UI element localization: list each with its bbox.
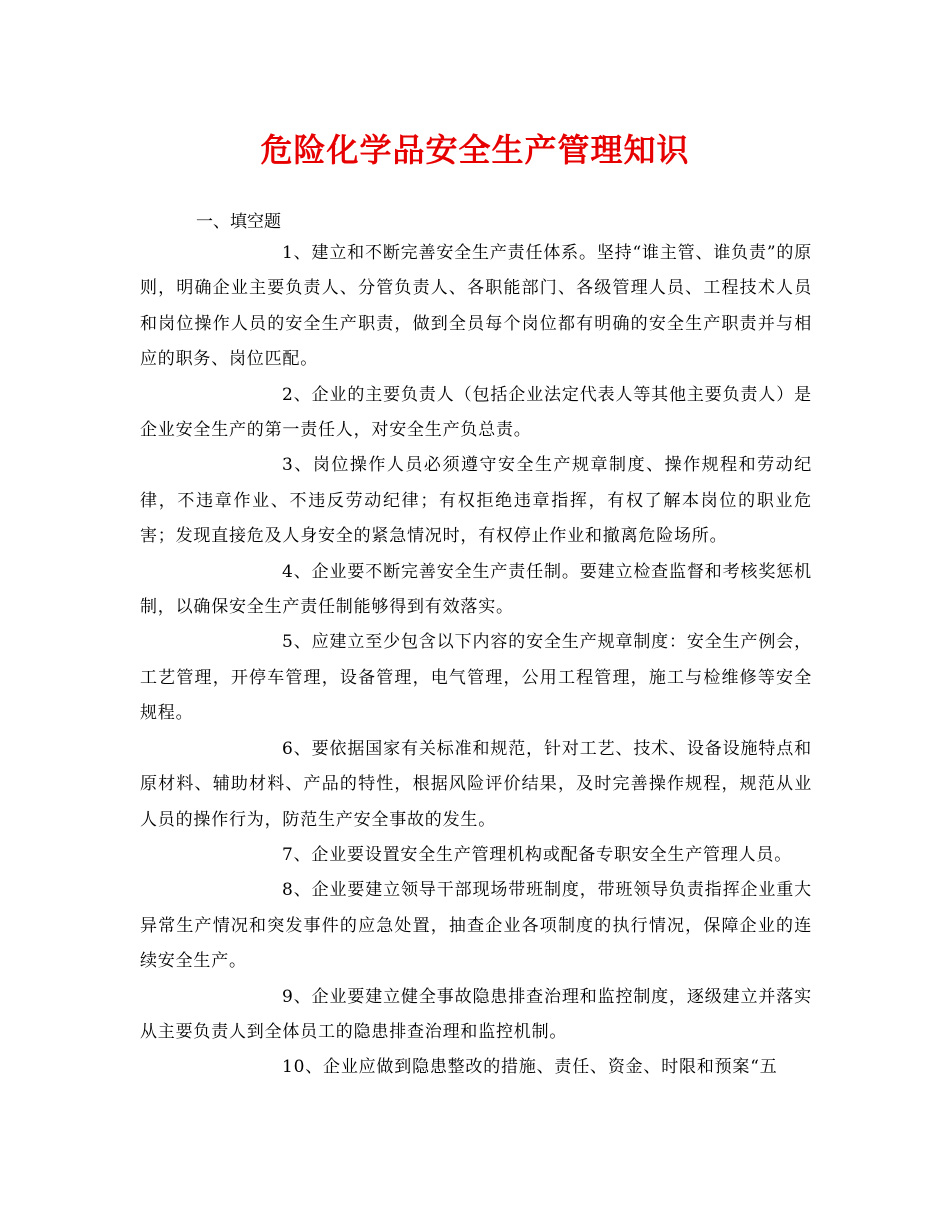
paragraph-4: 4、企业要不断完善安全生产责任制。要建立检查监督和考核奖惩机制，以确保安全生产责任制能够得到有效落实。 [140,561,812,618]
document-body [140,236,812,1086]
section-heading: 一、填空题 [196,212,281,232]
paragraph-7: 7、企业要设置安全生产管理机构或配备专职安全生产管理人员。 [282,844,793,865]
paragraph-6: 6、要依据国家有关标准和规范，针对工艺、技术、设备设施特点和原材料、辅助材料、产品的特性，根据风险评价结果，及时完善操作规程，规范从业人员的操作行为，防范生产安全事故的发生。 [140,738,812,830]
document-title: 危险化学品安全生产管理知识 [260,131,690,169]
paragraph-8: 8、企业要建立领导干部现场带班制度，带班领导负责指挥企业重大异常生产情况和突发事件的应急处置，抽查企业各项制度的执行情况，保障企业的连续安全生产。 [140,880,812,972]
paragraph-5: 5、应建立至少包含以下内容的安全生产规章制度：安全生产例会，工艺管理，开停车管理，设备管理，电气管理，公用工程管理，施工与检维修等安全规程。 [140,632,812,724]
paragraph-3: 3、岗位操作人员必须遵守安全生产规章制度、操作规程和劳动纪律，不违章作业、不违反劳动纪律；有权拒绝违章指挥，有权了解本岗位的职业危害；发现直接危及人身安全的紧急情况时，有权停止作业和撤离危险场所。 [140,455,812,547]
paragraph-2: 2、企业的主要负责人（包括企业法定代表人等其他主要负责人）是企业安全生产的第一责任人，对安全生产负总责。 [140,384,812,441]
paragraph-9: 9、企业要建立健全事故隐患排查治理和监控制度，逐级建立并落实从主要负责人到全体员工的隐患排查治理和监控机制。 [140,986,812,1042]
paragraph-1: 1、建立和不断完善安全生产责任体系。坚持“谁主管、谁负责”的原则，明确企业主要负责人、分管负责人、各职能部门、各级管理人员、工程技术人员和岗位操作人员的安全生产职责，做到全员每个岗位都有明确的安全生产职责并与相应的职务、岗位匹配。 [140,243,812,370]
paragraph-10: 10、企业应做到隐患整改的措施、责任、资金、时限和预案“五 [282,1057,778,1078]
